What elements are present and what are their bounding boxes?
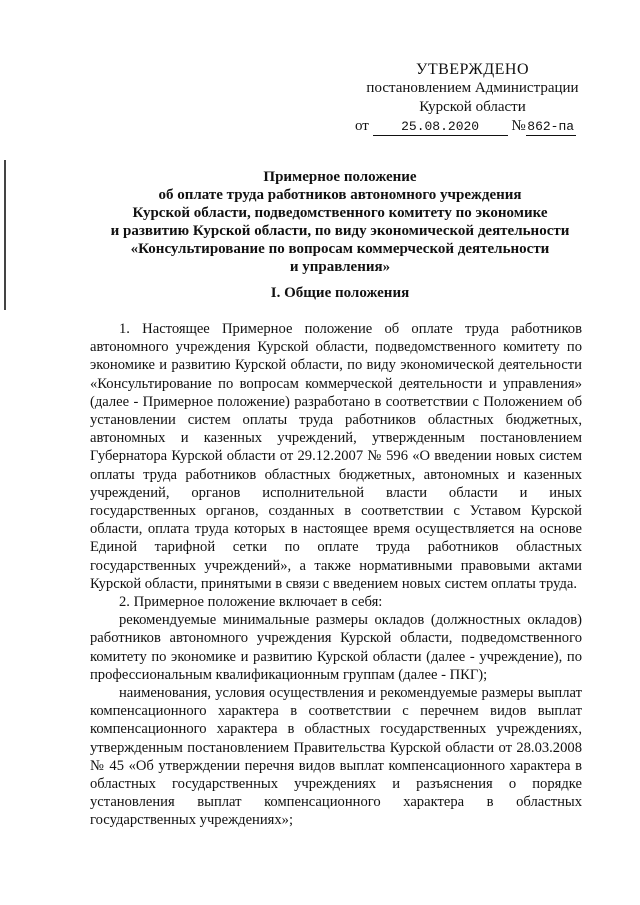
- paragraph: 1. Настоящее Примерное положение об оплате труда работников автономного учреждения Курской области, подведомственного комитету по экономике и развитию Курской области, по виду экономической деятельности «Консультирование по вопросам коммерческой деятельности и управления» (далее - Примерное положение) разработано в соответствии с Положением об установлении систем оплаты труда работников областных бюджетных, автономных и казенных учреждений, утвержденным постановлением Губернатора Курской области от 29.12.2007 № 596 «О введении новых систем оплаты труда работников областных бюджетных, автономных и казенных учреждений, органов исполнительной власти области и иных государственных органов, созданных в соответствии с Уставом Курской области, оплата труда которых в настоящее время осуществляется на основе Единой тарифной сетки по оплате труда работников областных государственных учреждений», а также нормативными правовыми актами Курской области, принятыми в связи с введением новых систем оплаты труда.: [90, 321, 582, 592]
- paragraph: рекомендуемые минимальные размеры окладов (должностных окладов) работников автономного учреждения Курской области, подведомственного комитету по экономике и развитию Курской области (далее - учреждение), по профессиональным квалификационным группам (далее - ПКГ);: [90, 612, 582, 683]
- number-prefix: №: [511, 118, 526, 134]
- title-line: «Консультирование по вопросам коммерческой деятельности: [130, 241, 550, 257]
- approval-line-2: Курской области: [419, 99, 526, 115]
- approval-number: 862-па: [527, 119, 575, 134]
- approval-line-1: постановлением Администрации: [366, 80, 579, 96]
- title-line: Курской области, подведомственного комитету по экономике: [132, 205, 548, 221]
- title-line: об оплате труда работников автономного учреждения: [158, 187, 522, 203]
- paragraph: 2. Примерное положение включает в себя:: [119, 594, 383, 611]
- title-line: и управления»: [289, 259, 391, 275]
- title-line: и развитию Курской области, по виду экономической деятельности: [110, 223, 570, 239]
- date-prefix: от: [355, 118, 369, 134]
- approval-date: 25.08.2020: [373, 119, 508, 136]
- paragraph: наименования, условия осуществления и рекомендуемые размеры выплат компенсационного характера в соответствии с перечнем видов выплат компенсационного характера в областных государственных учреждениях, утвержденным постановлением Правительства Курской области от 28.03.2008 № 45 «Об утверждении перечня видов выплат компенсационного характера в областных государственных учреждениях и разъяснения о порядке установления выплат компенсационного характера в областных государственных учреждениях»;: [90, 685, 582, 829]
- approval-stamp: [355, 60, 590, 136]
- approval-heading: УТВЕРЖДЕНО: [415, 61, 529, 78]
- document-body: [90, 320, 582, 830]
- approval-date-line: [355, 117, 590, 136]
- document-title: [90, 168, 590, 276]
- section-heading: I. Общие положения: [270, 285, 410, 301]
- scan-edge-mark: [4, 160, 6, 310]
- title-line: Примерное положение: [263, 169, 417, 185]
